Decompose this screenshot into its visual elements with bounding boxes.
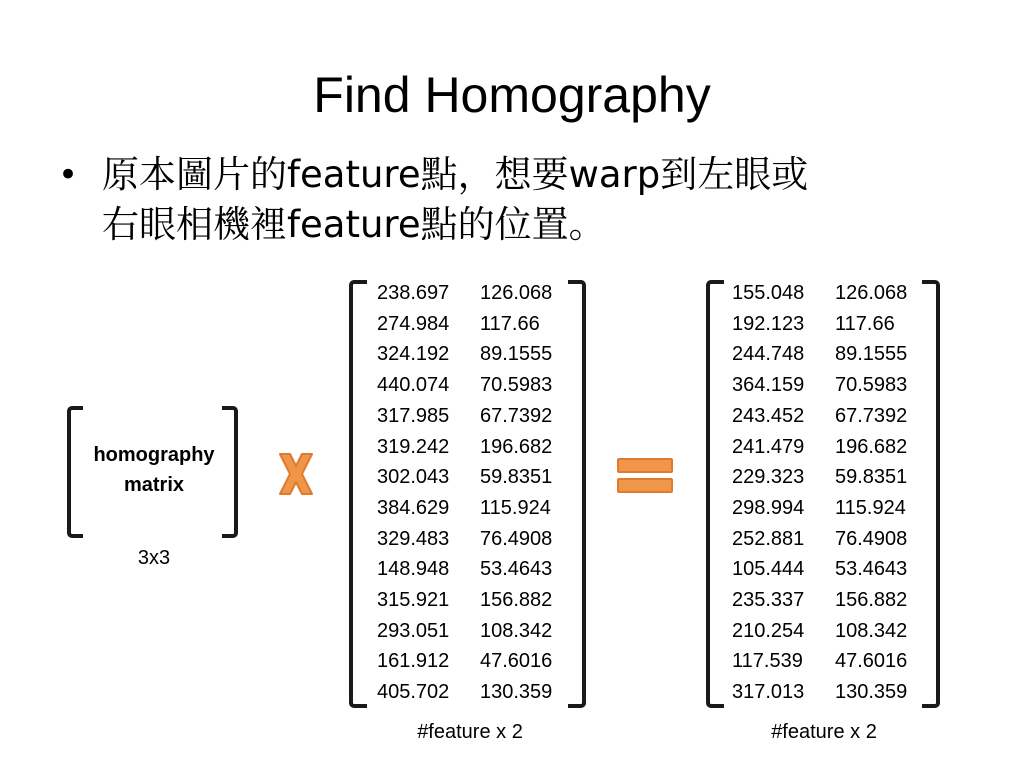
matrix-cell: 53.4643 [835, 558, 908, 581]
bullet-text [102, 150, 962, 250]
matrix-cell: 364.159 [732, 374, 805, 397]
matrix-cell: 67.7392 [835, 404, 908, 427]
matrix-cell: 108.342 [835, 619, 908, 642]
matrix-cell: 298.994 [732, 496, 805, 519]
bullet-line: 原本圖片的feature點，想要warp到左眼或 [102, 153, 809, 196]
matrix-cell: 317.013 [732, 681, 805, 704]
matrix-cell: 130.359 [480, 681, 553, 704]
result-column-1 [732, 278, 804, 708]
matrix-cell: 196.682 [835, 435, 908, 458]
matrix-cell: 117.66 [480, 312, 540, 335]
source-column-2 [480, 278, 552, 708]
matrix-cell: 241.479 [732, 435, 805, 458]
matrix-cell: 59.8351 [480, 466, 553, 489]
bullet-line: 右眼相機裡feature點的位置。 [102, 203, 606, 246]
matrix-cell: 317.985 [377, 404, 450, 427]
matrix-cell: 155.048 [732, 282, 805, 304]
matrix-cell: 319.242 [377, 435, 450, 458]
matrix-cell: 161.912 [377, 650, 450, 673]
matrix-cell: 405.702 [377, 681, 450, 704]
result-left-bracket [706, 280, 724, 708]
matrix-cell: 47.6016 [480, 650, 553, 673]
homography-label-line: homography [93, 444, 215, 466]
matrix-cell: 47.6016 [835, 650, 908, 673]
slide-title: Find Homography [313, 67, 711, 123]
matrix-cell: 76.4908 [835, 527, 908, 550]
source-left-bracket [349, 280, 367, 708]
matrix-cell: 117.66 [835, 312, 895, 335]
result-matrix-caption: #feature x 2 [771, 721, 877, 743]
matrix-cell: 229.323 [732, 466, 805, 489]
matrix-cell: 59.8351 [835, 466, 908, 489]
matrix-cell: 117.539 [732, 650, 803, 673]
matrix-cell: 384.629 [377, 496, 450, 519]
homography-size-caption: 3x3 [137, 547, 171, 569]
matrix-cell: 126.068 [835, 282, 908, 304]
matrix-cell: 156.882 [835, 589, 908, 612]
matrix-cell: 238.697 [377, 282, 450, 304]
matrix-cell: 53.4643 [480, 558, 553, 581]
matrix-cell: 76.4908 [480, 527, 553, 550]
matrix-cell: 115.924 [835, 496, 906, 519]
matrix-cell: 70.5983 [835, 374, 908, 397]
matrix-cell: 70.5983 [480, 374, 553, 397]
matrix-cell: 130.359 [835, 681, 908, 704]
matrix-cell: 302.043 [377, 466, 450, 489]
matrix-cell: 148.948 [377, 558, 450, 581]
matrix-cell: 293.051 [377, 619, 450, 642]
matrix-cell: 115.924 [480, 496, 551, 519]
matrix-cell: 315.921 [377, 589, 450, 612]
matrix-cell: 235.337 [732, 589, 805, 612]
matrix-cell: 324.192 [377, 343, 450, 366]
matrix-cell: 89.1555 [480, 343, 553, 366]
matrix-cell: 196.682 [480, 435, 553, 458]
matrix-cell: 89.1555 [835, 343, 908, 366]
matrix-cell: 156.882 [480, 589, 553, 612]
multiply-x-icon [276, 452, 316, 496]
source-matrix-caption: #feature x 2 [417, 721, 523, 743]
matrix-cell: 243.452 [732, 404, 805, 427]
matrix-cell: 192.123 [732, 312, 805, 335]
homography-matrix-label [80, 440, 228, 500]
matrix-cell: 244.748 [732, 343, 805, 366]
source-right-bracket [568, 280, 586, 708]
matrix-cell: 274.984 [377, 312, 450, 335]
matrix-cell: 329.483 [377, 527, 450, 550]
source-column-1 [377, 278, 449, 708]
result-column-2 [835, 278, 907, 708]
matrix-cell: 440.074 [377, 374, 450, 397]
result-right-bracket [922, 280, 940, 708]
homography-label-line: matrix [123, 474, 185, 496]
matrix-cell: 210.254 [732, 619, 805, 642]
matrix-cell: 67.7392 [480, 404, 553, 427]
matrix-cell: 108.342 [480, 619, 553, 642]
matrix-cell: 252.881 [732, 527, 805, 550]
equals-icon [616, 457, 674, 495]
bullet-dot-icon: • [58, 155, 79, 195]
matrix-cell: 105.444 [732, 558, 805, 581]
matrix-cell: 126.068 [480, 282, 553, 304]
